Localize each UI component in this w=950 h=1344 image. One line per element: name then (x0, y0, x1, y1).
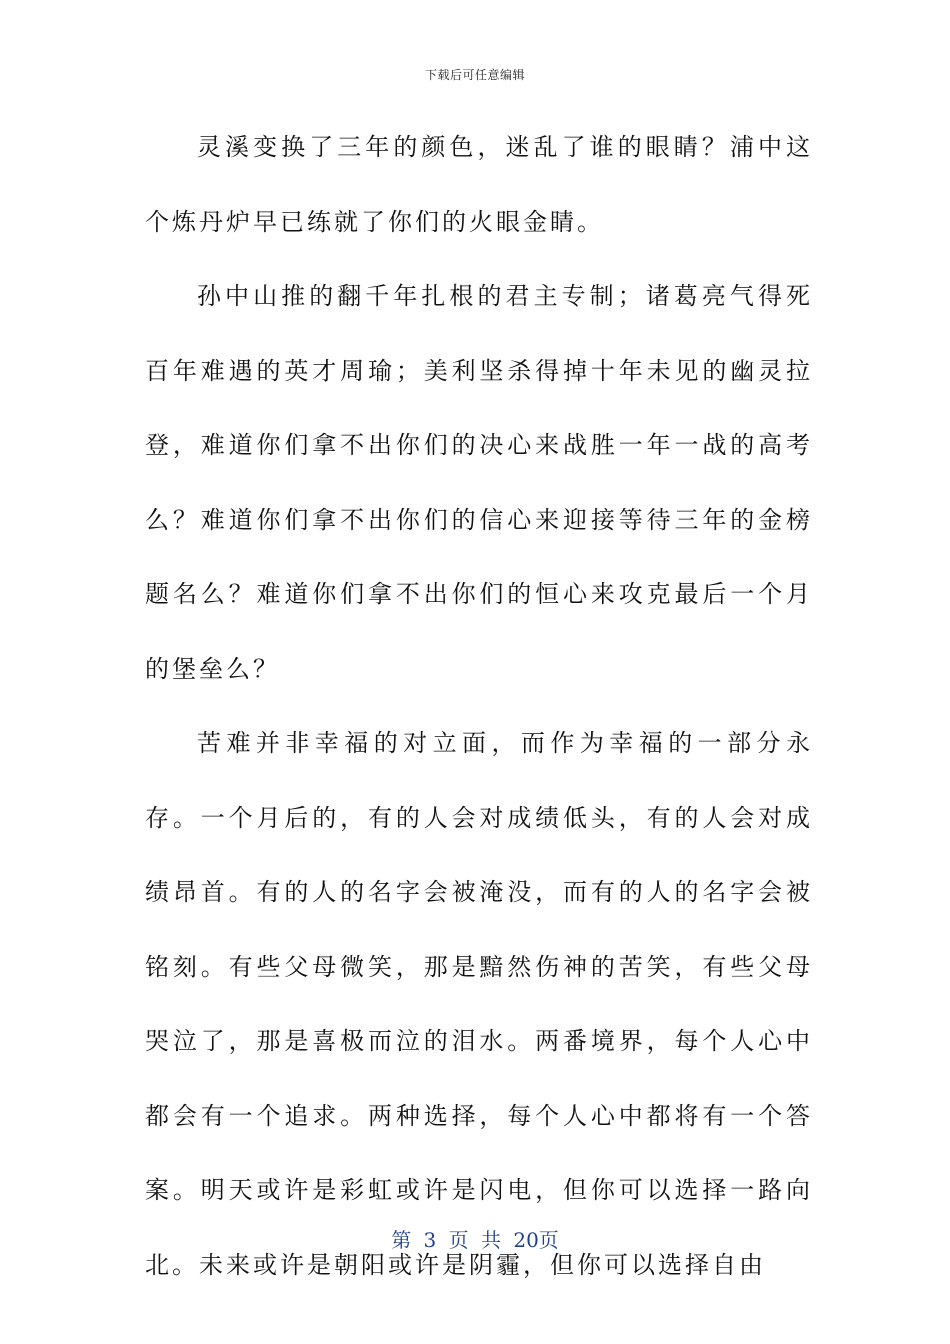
document-body (145, 110, 813, 1302)
header-note: 下载后可任意编辑 (424, 68, 525, 82)
paragraph: 灵溪变换了三年的颜色，迷乱了谁的眼睛？浦中这个炼丹炉早已练就了你们的火眼金睛。 (145, 133, 813, 236)
page-number-footer: 第 3 页 共 20页 (391, 1228, 559, 1252)
paragraph: 孙中山推的翻千年扎根的君主专制；诸葛亮气得死百年难遇的英才周瑜；美利坚杀得掉十年未见的幽灵拉登，难道你们拿不出你们的决心来战胜一年一战的高考么？难道你们拿不出你们的信心来迎接等待三年的金榜题名么？难道你们拿不出你们的恒心来攻克最后一个月的堡垒么？ (145, 282, 813, 683)
paragraph: 苦难并非幸福的对立面，而作为幸福的一部分永存。一个月后的，有的人会对成绩低头，有的人会对成绩昂首。有的人的名字会被淹没，而有的人的名字会被铭刻。有些父母微笑，那是黯然伤神的苦笑，有些父母哭泣了，那是喜极而泣的泪水。两番境界，每个人心中都会有一个追求。两种选择，每个人心中都将有一个答案。明天或许是彩虹或许是闪电，但你可以选择一路向北。未来或许是朝阳或许是阴霾，但你可以选择自由 (145, 729, 813, 1279)
